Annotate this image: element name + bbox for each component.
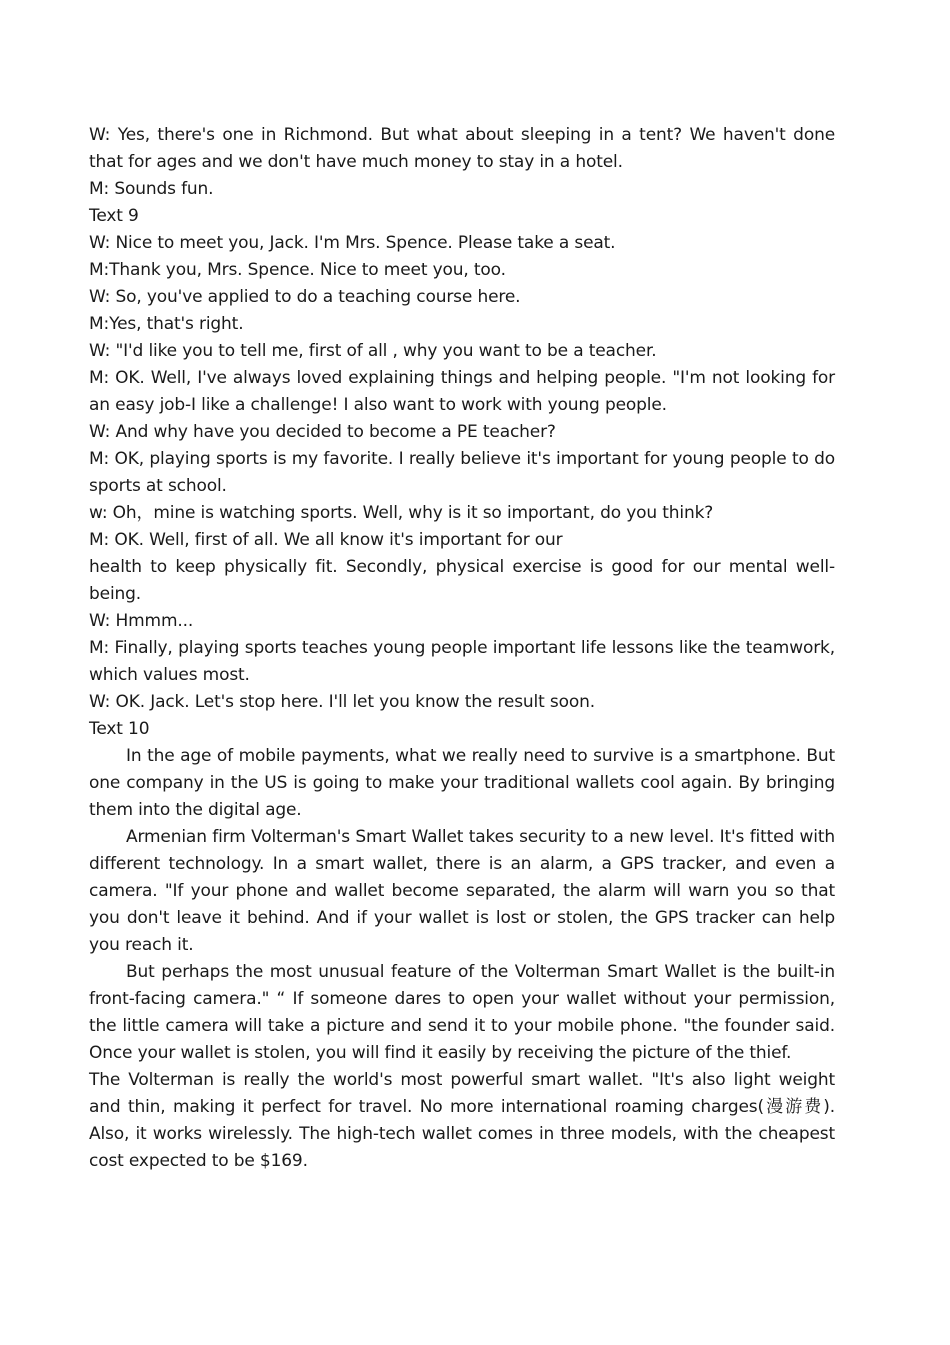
dialogue-line: W: OK. Jack. Let's stop here. I'll let you know the result soon. [89, 692, 595, 712]
dialogue-line: w: Oh，mine is watching sports. Well, why is it so important, do you think? [89, 503, 714, 523]
dialogue-line: M: OK, playing sports is my favorite. I really believe it's important for young people to do sports at school. [89, 449, 835, 496]
dialogue-line: M:Yes, that's right. [89, 314, 244, 334]
passage-paragraph: But perhaps the most unusual feature of the Volterman Smart Wallet is the built-in front-facing camera." “ If someone dares to open your wallet without your permission, the little camera will take a picture and send it to your mobile phone. "the founder said. Once your wallet is stolen, you will find it easily by receiving the picture of the thief. [89, 962, 835, 1063]
dialogue-line: W: Yes, there's one in Richmond. But what about sleeping in a tent? We haven't done that for ages and we don't have much money to stay in a hotel. [89, 125, 835, 172]
dialogue-line: health to keep physically fit. Secondly, physical exercise is good for our mental well-being. [89, 557, 835, 604]
document-page [89, 122, 835, 1175]
passage-paragraph: The Volterman is really the world's most powerful smart wallet. "It's also light weight and thin, making it perfect for travel. No more international roaming charges(漫游费). Also, it works wirelessly. The high-tech wallet comes in three models, with the cheapest cost expected to be $169. [89, 1070, 835, 1171]
section-heading: Text 9 [89, 206, 139, 226]
dialogue-line: W: Nice to meet you, Jack. I'm Mrs. Spence. Please take a seat. [89, 233, 616, 253]
dialogue-line: M: OK. Well, first of all. We all know it's important for our [89, 530, 563, 550]
dialogue-line: W: Hmmm... [89, 611, 194, 631]
dialogue-line: W: And why have you decided to become a PE teacher? [89, 422, 556, 442]
dialogue-line: M:Thank you, Mrs. Spence. Nice to meet you, too. [89, 260, 506, 280]
dialogue-line: W: So, you've applied to do a teaching course here. [89, 287, 521, 307]
passage-paragraph: In the age of mobile payments, what we really need to survive is a smartphone. But one company in the US is going to make your traditional wallets cool again. By bringing them into the digital age. [89, 746, 835, 820]
dialogue-line: M: Sounds fun. [89, 179, 214, 199]
dialogue-line: M: OK. Well, I've always loved explaining things and helping people. "I'm not looking for an easy job-I like a challenge! I also want to work with young people. [89, 368, 835, 415]
dialogue-line: W: "I'd like you to tell me, first of all , why you want to be a teacher. [89, 341, 657, 361]
dialogue-line: M: Finally, playing sports teaches young people important life lessons like the teamwork, which values most. [89, 638, 835, 685]
passage-paragraph: Armenian firm Volterman's Smart Wallet takes security to a new level. It's fitted with different technology. In a smart wallet, there is an alarm, a GPS tracker, and even a camera. "If your phone and wallet become separated, the alarm will warn you so that you don't leave it behind. And if your wallet is lost or stolen, the GPS tracker can help you reach it. [89, 827, 835, 955]
section-heading: Text 10 [89, 719, 150, 739]
